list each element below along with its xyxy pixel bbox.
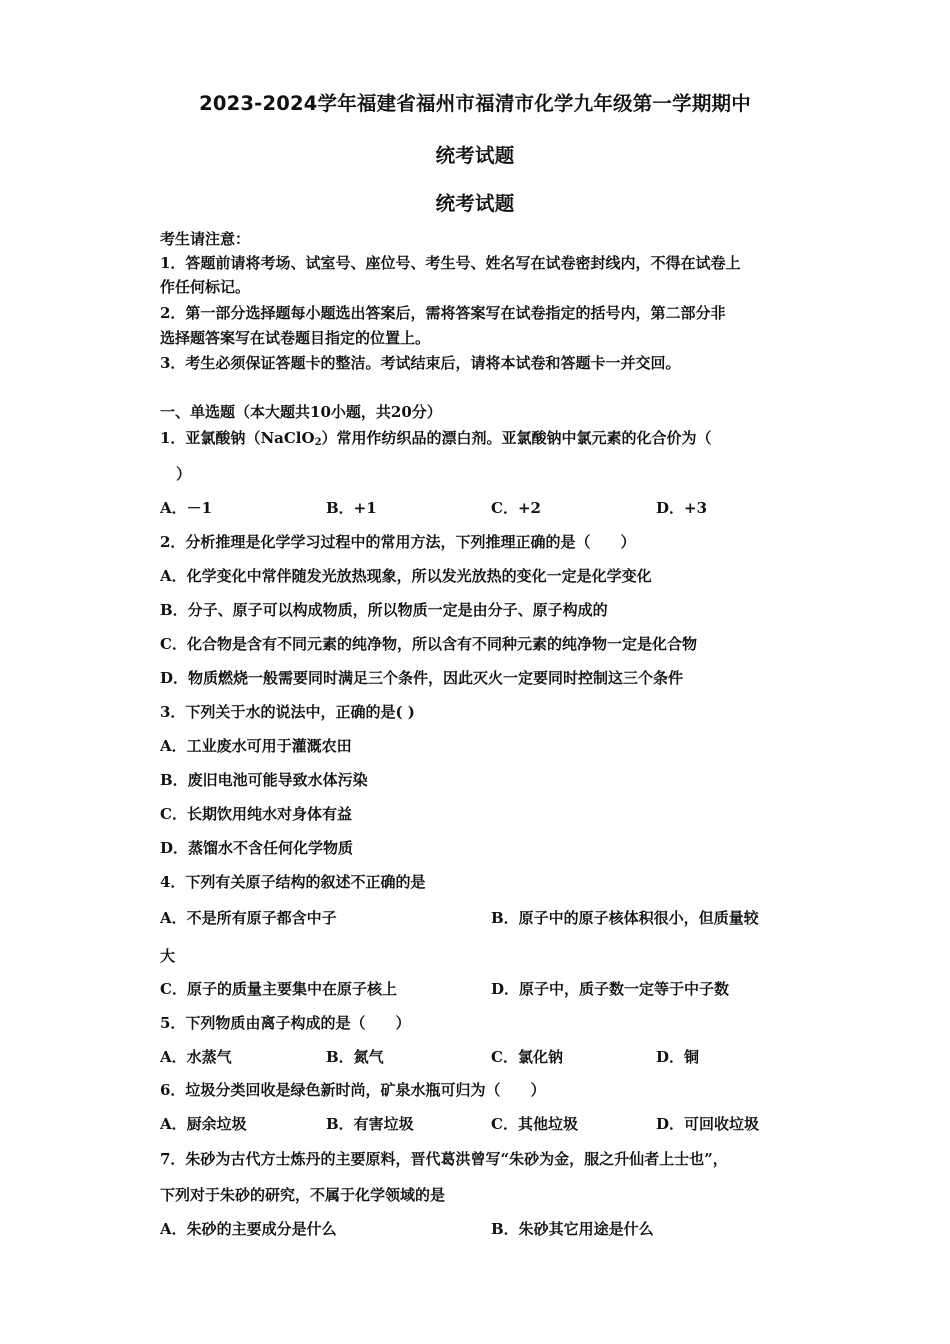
question-4-option-a: A．不是所有原子都含中子 — [160, 909, 337, 927]
question-6-option-b: B．有害垃圾 — [326, 1115, 414, 1133]
question-6-option-a: A．厨余垃圾 — [160, 1115, 247, 1133]
question-2-option-c: C．化合物是含有不同元素的纯净物，所以含有不同种元素的纯净物一定是化合物 — [160, 635, 697, 653]
question-1-stem-part-b: ）常用作纺织品的漂白剂。亚氯酸钠中氯元素的化合价为（ — [321, 429, 712, 447]
subscript: 2 — [314, 437, 322, 448]
question-3-option-b: B．废旧电池可能导致水体污染 — [160, 771, 368, 789]
question-1-stem — [160, 427, 712, 448]
notice-item: 选择题答案写在试卷题目指定的位置上。 — [160, 329, 431, 347]
question-3-stem: 3．下列关于水的说法中，正确的是( ) — [160, 703, 415, 721]
question-1-stem-cont: ） — [176, 465, 192, 483]
question-6-stem: 6．垃圾分类回收是绿色新时尚，矿泉水瓶可归为（ ） — [160, 1081, 546, 1099]
question-7-stem: 7．朱砂为古代方士炼丹的主要原料，晋代葛洪曾写“朱砂为金，服之升仙者上士也”， — [160, 1150, 728, 1168]
question-2-option-b: B．分子、原子可以构成物质，所以物质一定是由分子、原子构成的 — [160, 601, 608, 619]
exam-title-line-2: 统考试题 — [435, 144, 515, 167]
question-6-option-c: C．其他垃圾 — [491, 1115, 578, 1133]
question-4-option-d: D．原子中，质子数一定等于中子数 — [491, 980, 730, 998]
question-2-option-a: A．化学变化中常伴随发光放热现象，所以发光放热的变化一定是化学变化 — [160, 567, 652, 585]
question-7-option-a: A．朱砂的主要成分是什么 — [160, 1220, 337, 1238]
question-5-option-c: C．氯化钠 — [491, 1048, 563, 1066]
question-5-option-d: D．铜 — [656, 1048, 700, 1066]
question-4-option-b-cont: 大 — [160, 947, 176, 965]
question-1-stem-part-a: 1．亚氯酸钠（NaClO — [160, 429, 315, 447]
section-heading: 一、单选题（本大题共10小题，共20分） — [160, 403, 442, 421]
question-7-option-b: B．朱砂其它用途是什么 — [491, 1220, 654, 1238]
question-1-option-d: D．+3 — [656, 499, 708, 517]
question-5-stem: 5．下列物质由离子构成的是（ ） — [160, 1014, 411, 1032]
question-1-option-b: B．+1 — [326, 499, 377, 517]
question-5-option-b: B．氮气 — [326, 1048, 384, 1066]
notice-heading: 考生请注意： — [160, 230, 251, 248]
question-1-option-c: C．+2 — [491, 499, 541, 517]
exam-subtitle: 统考试题 — [435, 192, 515, 215]
notice-item: 3．考生必须保证答题卡的整洁。考试结束后，请将本试卷和答题卡一并交回。 — [160, 354, 681, 372]
question-4-option-c: C．原子的质量主要集中在原子核上 — [160, 980, 397, 998]
notice-item: 作任何标记。 — [160, 278, 251, 296]
question-6-option-d: D．可回收垃圾 — [656, 1115, 760, 1133]
notice-item: 2．第一部分选择题每小题选出答案后，需将答案写在试卷指定的括号内，第二部分非 — [160, 304, 726, 322]
question-7-stem-cont: 下列对于朱砂的研究，不属于化学领域的是 — [160, 1186, 446, 1204]
question-4-stem: 4．下列有关原子结构的叙述不正确的是 — [160, 873, 426, 891]
notice-item: 1．答题前请将考场、试室号、座位号、考生号、姓名写在试卷密封线内，不得在试卷上 — [160, 254, 741, 272]
question-5-option-a: A．水蒸气 — [160, 1048, 232, 1066]
question-3-option-d: D．蒸馏水不含任何化学物质 — [160, 839, 354, 857]
exam-title: 2023-2024学年福建省福州市福清市化学九年级第一学期期中 — [199, 92, 751, 115]
question-4-option-b: B．原子中的原子核体积很小，但质量较 — [491, 909, 759, 927]
question-2-option-d: D．物质燃烧一般需要同时满足三个条件，因此灭火一定要同时控制这三个条件 — [160, 669, 684, 687]
question-2-stem: 2．分析推理是化学学习过程中的常用方法，下列推理正确的是（ ） — [160, 533, 636, 551]
question-1-option-a: A．－1 — [160, 499, 213, 517]
question-3-option-a: A．工业废水可用于灌溉农田 — [160, 737, 352, 755]
question-3-option-c: C．长期饮用纯水对身体有益 — [160, 805, 352, 823]
